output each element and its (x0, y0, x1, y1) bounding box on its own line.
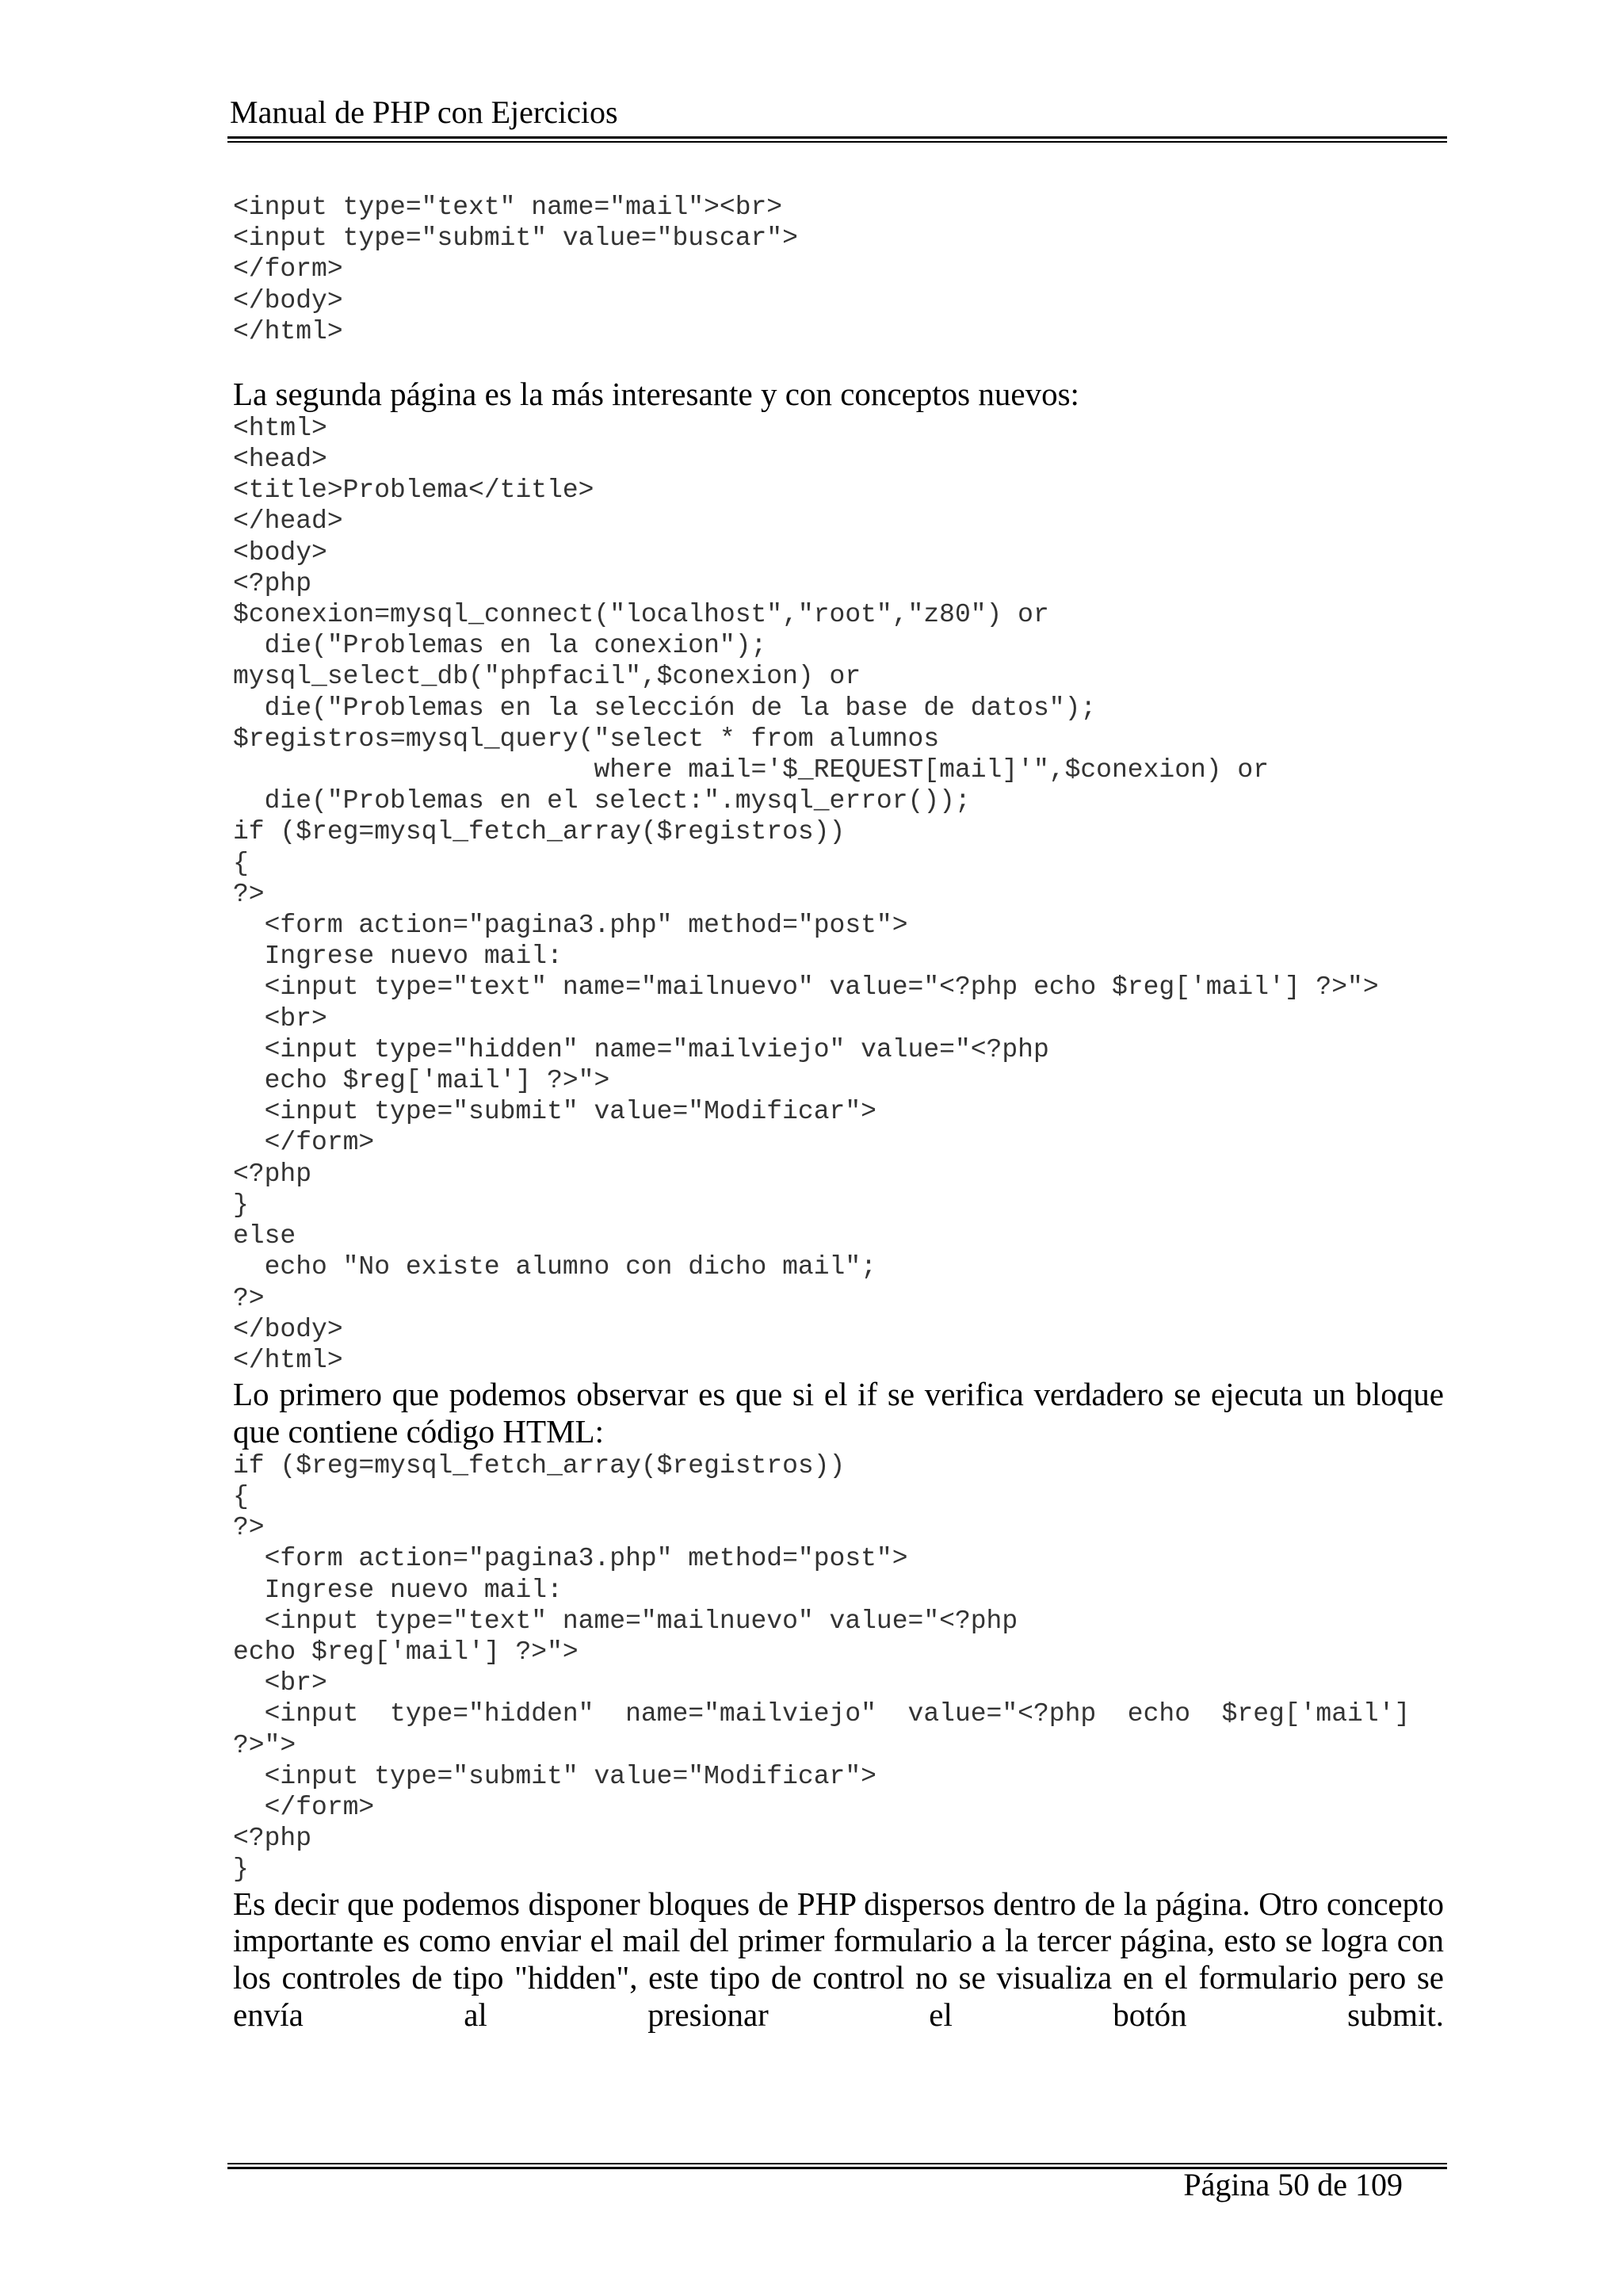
page-header-title: Manual de PHP con Ejercicios (230, 94, 618, 130)
spacer (233, 347, 1444, 376)
paragraph-if-block: Lo primero que podemos observar es que si el if se verifica verdadero se ejecuta un bloque que contiene código HTML: (233, 1376, 1444, 1450)
header-rule (227, 136, 1447, 143)
paragraph-intro-second-page: La segunda página es la más interesante y con conceptos nuevos: (233, 376, 1079, 413)
code-block-second-page: <html> <head> <title>Problema</title> </head> <body> <?php $conexion=mysql_connect("localhost","root","z80") or die("Problemas en la conexion"); mysql_select_db("phpfacil",$conexion) or die("Problemas en la selección de la base de datos"); $registros=mysql_query("select * from alumnos where mail='$_REQUEST[mail]'",$conexion) or die("Problemas en el select:".mysql_error()); if ($reg=mysql_fetch_array($registros)) { ?> <form action="pagina3.php" method="post"> Ingrese nuevo mail: <input type="text" name="mailnuevo" value="<?php echo $reg['mail'] ?>"> <br> <input type="hidden" name="mailviejo" value="<?php echo $reg['mail'] ?>"> <input type="submit" value="Modificar"> </form> <?php } else echo "No existe alumno con dicho mail"; ?> </body> </html> (233, 413, 1379, 1375)
code-block-if-fragment: if ($reg=mysql_fetch_array($registros)) { ?> <form action="pagina3.php" method="post"> Ingrese nuevo mail: <input type="text" name="mailnuevo" value="<?php echo $reg['mail'] ?>"> <br> <input type="hidden" name="mailviejo" value="<?php echo $reg['mail'] ?>"> <input type="submit" value="Modificar"> </form> <?php } (233, 1450, 1411, 1885)
paragraph-hidden-controls: Es decir que podemos disponer bloques de PHP dispersos dentro de la página. Otro concepto importante es como enviar el mail del primer formulario a la tercer página, esto se logra con los controles de tipo "hidden", este tipo de control no se visualiza en el formulario pero se envía al presionar el botón submit. (233, 1885, 1444, 2033)
page-content (233, 192, 1444, 2034)
code-block-form-end: <input type="text" name="mail"><br> <input type="submit" value="buscar"> </form> </body> </html> (233, 193, 798, 346)
page-number: Página 50 de 109 (1183, 2167, 1403, 2202)
